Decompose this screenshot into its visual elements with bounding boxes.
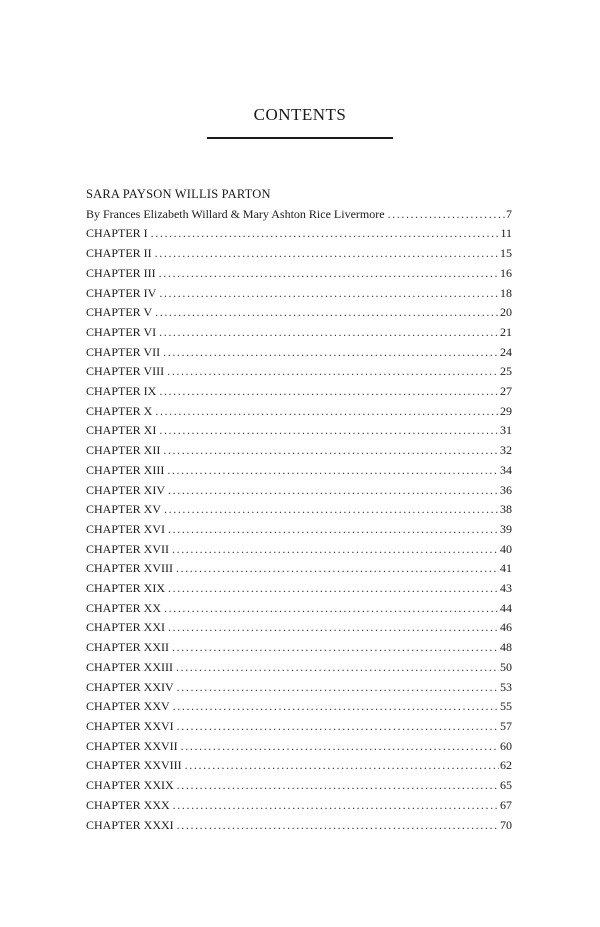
- toc-entry-label: CHAPTER IX: [86, 384, 157, 399]
- toc-entry-page-number: 67: [500, 797, 512, 812]
- toc-entry[interactable]: [86, 776, 512, 796]
- toc-entry-label: CHAPTER V: [86, 305, 153, 320]
- toc-entry[interactable]: [86, 678, 512, 698]
- toc-entry[interactable]: [86, 362, 512, 382]
- toc-entry-page-number: 38: [500, 502, 512, 517]
- toc-entry-page-number: 29: [500, 403, 512, 418]
- toc-entry-page-number: 18: [500, 285, 512, 300]
- toc-entry-label: CHAPTER XXV: [86, 699, 170, 714]
- toc-entry[interactable]: [86, 205, 512, 225]
- toc-entry[interactable]: [86, 638, 512, 658]
- toc-entry-label: CHAPTER XXVI: [86, 718, 174, 733]
- toc-entry[interactable]: [86, 520, 512, 540]
- dot-leader: [173, 796, 499, 816]
- dot-leader: [176, 658, 499, 678]
- toc-entry[interactable]: [86, 618, 512, 638]
- dot-leader: [177, 678, 499, 698]
- toc-entry-page-number: 48: [500, 640, 512, 655]
- toc-entry-label: By Frances Elizabeth Willard & Mary Ashton Rice Livermore: [86, 206, 385, 221]
- toc-entry-page-number: 39: [500, 521, 512, 536]
- dot-leader: [176, 559, 499, 579]
- dot-leader: [164, 599, 499, 619]
- toc-entry[interactable]: [86, 796, 512, 816]
- toc-entry-page-number: 25: [500, 364, 512, 379]
- toc-entry[interactable]: [86, 441, 512, 461]
- toc-entry-page-number: 24: [500, 344, 512, 359]
- dot-leader: [168, 520, 499, 540]
- toc-entry-label: CHAPTER XXVII: [86, 738, 178, 753]
- toc-entry[interactable]: [86, 382, 512, 402]
- dot-leader: [388, 205, 505, 225]
- section-heading: SARA PAYSON WILLIS PARTON: [86, 187, 271, 201]
- toc-entry-page-number: 40: [500, 541, 512, 556]
- toc-entry[interactable]: [86, 756, 512, 776]
- toc-entry[interactable]: [86, 402, 512, 422]
- toc-entry-label: CHAPTER XI: [86, 423, 157, 438]
- dot-leader: [164, 500, 499, 520]
- dot-leader: [168, 618, 499, 638]
- toc-entry[interactable]: [86, 284, 512, 304]
- dot-leader: [181, 737, 499, 757]
- dot-leader: [163, 441, 499, 461]
- dot-leader: [155, 402, 499, 422]
- dot-leader: [151, 224, 500, 244]
- dot-leader: [155, 303, 499, 323]
- toc-entry[interactable]: [86, 244, 512, 264]
- toc-entry-label: CHAPTER XVIII: [86, 561, 173, 576]
- dot-leader: [159, 382, 499, 402]
- toc-entry-page-number: 7: [506, 206, 512, 221]
- toc-entry-page-number: 50: [500, 659, 512, 674]
- dot-leader: [155, 244, 499, 264]
- toc-entry-page-number: 57: [500, 718, 512, 733]
- dot-leader: [159, 323, 499, 343]
- toc-entry[interactable]: [86, 500, 512, 520]
- toc-entry-label: CHAPTER XVII: [86, 541, 169, 556]
- dot-leader: [177, 717, 499, 737]
- toc-entry-page-number: 20: [500, 305, 512, 320]
- toc-entry-page-number: 65: [500, 778, 512, 793]
- toc-entry-label: CHAPTER IV: [86, 285, 157, 300]
- toc-entry[interactable]: [86, 599, 512, 619]
- dot-leader: [185, 756, 499, 776]
- toc-entry-page-number: 41: [500, 561, 512, 576]
- toc-entry[interactable]: [86, 540, 512, 560]
- toc-entry[interactable]: [86, 816, 512, 836]
- toc-entry-label: CHAPTER XII: [86, 443, 161, 458]
- toc-entry-page-number: 62: [500, 758, 512, 773]
- toc-entry[interactable]: [86, 481, 512, 501]
- toc-entry-label: CHAPTER XXVIII: [86, 758, 182, 773]
- toc-entry-page-number: 15: [500, 246, 512, 261]
- toc-entry-page-number: 55: [500, 699, 512, 714]
- toc-entry-page-number: 27: [500, 384, 512, 399]
- toc-entry-label: CHAPTER XXIV: [86, 679, 174, 694]
- toc-entry[interactable]: [86, 697, 512, 717]
- toc-entry-page-number: 43: [500, 581, 512, 596]
- toc-entry-list: [86, 205, 512, 836]
- toc-entry-page-number: 36: [500, 482, 512, 497]
- toc-entry[interactable]: [86, 303, 512, 323]
- toc-entry-page-number: 32: [500, 443, 512, 458]
- toc-entry-label: CHAPTER VIII: [86, 364, 165, 379]
- toc-entry[interactable]: [86, 579, 512, 599]
- toc-entry-label: CHAPTER XIX: [86, 581, 166, 596]
- table-of-contents: [86, 185, 512, 835]
- toc-entry-label: CHAPTER II: [86, 246, 152, 261]
- dot-leader: [172, 638, 499, 658]
- toc-entry-label: CHAPTER VII: [86, 344, 161, 359]
- toc-entry-page-number: 21: [500, 324, 512, 339]
- toc-entry-page-number: 70: [500, 817, 512, 832]
- toc-entry-page-number: 53: [500, 679, 512, 694]
- dot-leader: [168, 579, 499, 599]
- dot-leader: [159, 421, 499, 441]
- toc-entry-label: CHAPTER I: [86, 226, 148, 241]
- toc-entry[interactable]: [86, 658, 512, 678]
- dot-leader: [159, 264, 499, 284]
- toc-entry-page-number: 34: [500, 462, 512, 477]
- toc-entry-page-number: 44: [500, 600, 512, 615]
- toc-entry-label: CHAPTER XIV: [86, 482, 166, 497]
- toc-entry[interactable]: [86, 559, 512, 579]
- dot-leader: [177, 776, 499, 796]
- toc-entry-page-number: 46: [500, 620, 512, 635]
- toc-entry[interactable]: [86, 323, 512, 343]
- toc-entry-page-number: 31: [500, 423, 512, 438]
- page-title: CONTENTS: [253, 105, 347, 124]
- dot-leader: [172, 540, 499, 560]
- toc-entry-label: CHAPTER XIII: [86, 462, 165, 477]
- toc-entry[interactable]: [86, 224, 512, 244]
- toc-entry-label: CHAPTER VI: [86, 324, 157, 339]
- toc-entry[interactable]: [86, 421, 512, 441]
- toc-entry-label: CHAPTER XXX: [86, 797, 170, 812]
- toc-entry-label: CHAPTER III: [86, 265, 156, 280]
- toc-entry[interactable]: [86, 717, 512, 737]
- dot-leader: [167, 362, 499, 382]
- toc-entry-label: CHAPTER XV: [86, 502, 162, 517]
- dot-leader: [159, 284, 499, 304]
- toc-entry-label: CHAPTER X: [86, 403, 153, 418]
- toc-entry-label: CHAPTER XXII: [86, 640, 169, 655]
- dot-leader: [173, 697, 499, 717]
- dot-leader: [163, 343, 499, 363]
- dot-leader: [168, 481, 499, 501]
- toc-entry[interactable]: [86, 264, 512, 284]
- toc-entry[interactable]: [86, 737, 512, 757]
- dot-leader: [177, 816, 499, 836]
- toc-entry-label: CHAPTER XXXI: [86, 817, 174, 832]
- toc-entry[interactable]: [86, 461, 512, 481]
- toc-entry[interactable]: [86, 343, 512, 363]
- toc-entry-label: CHAPTER XXIX: [86, 778, 174, 793]
- toc-entry-page-number: 16: [500, 265, 512, 280]
- toc-entry-label: CHAPTER XXIII: [86, 659, 173, 674]
- toc-entry-page-number: 60: [500, 738, 512, 753]
- toc-entry-page-number: 11: [500, 226, 512, 241]
- toc-entry-label: CHAPTER XX: [86, 600, 162, 615]
- toc-entry-label: CHAPTER XXI: [86, 620, 166, 635]
- title-divider: [207, 137, 393, 139]
- toc-entry-label: CHAPTER XVI: [86, 521, 166, 536]
- dot-leader: [167, 461, 499, 481]
